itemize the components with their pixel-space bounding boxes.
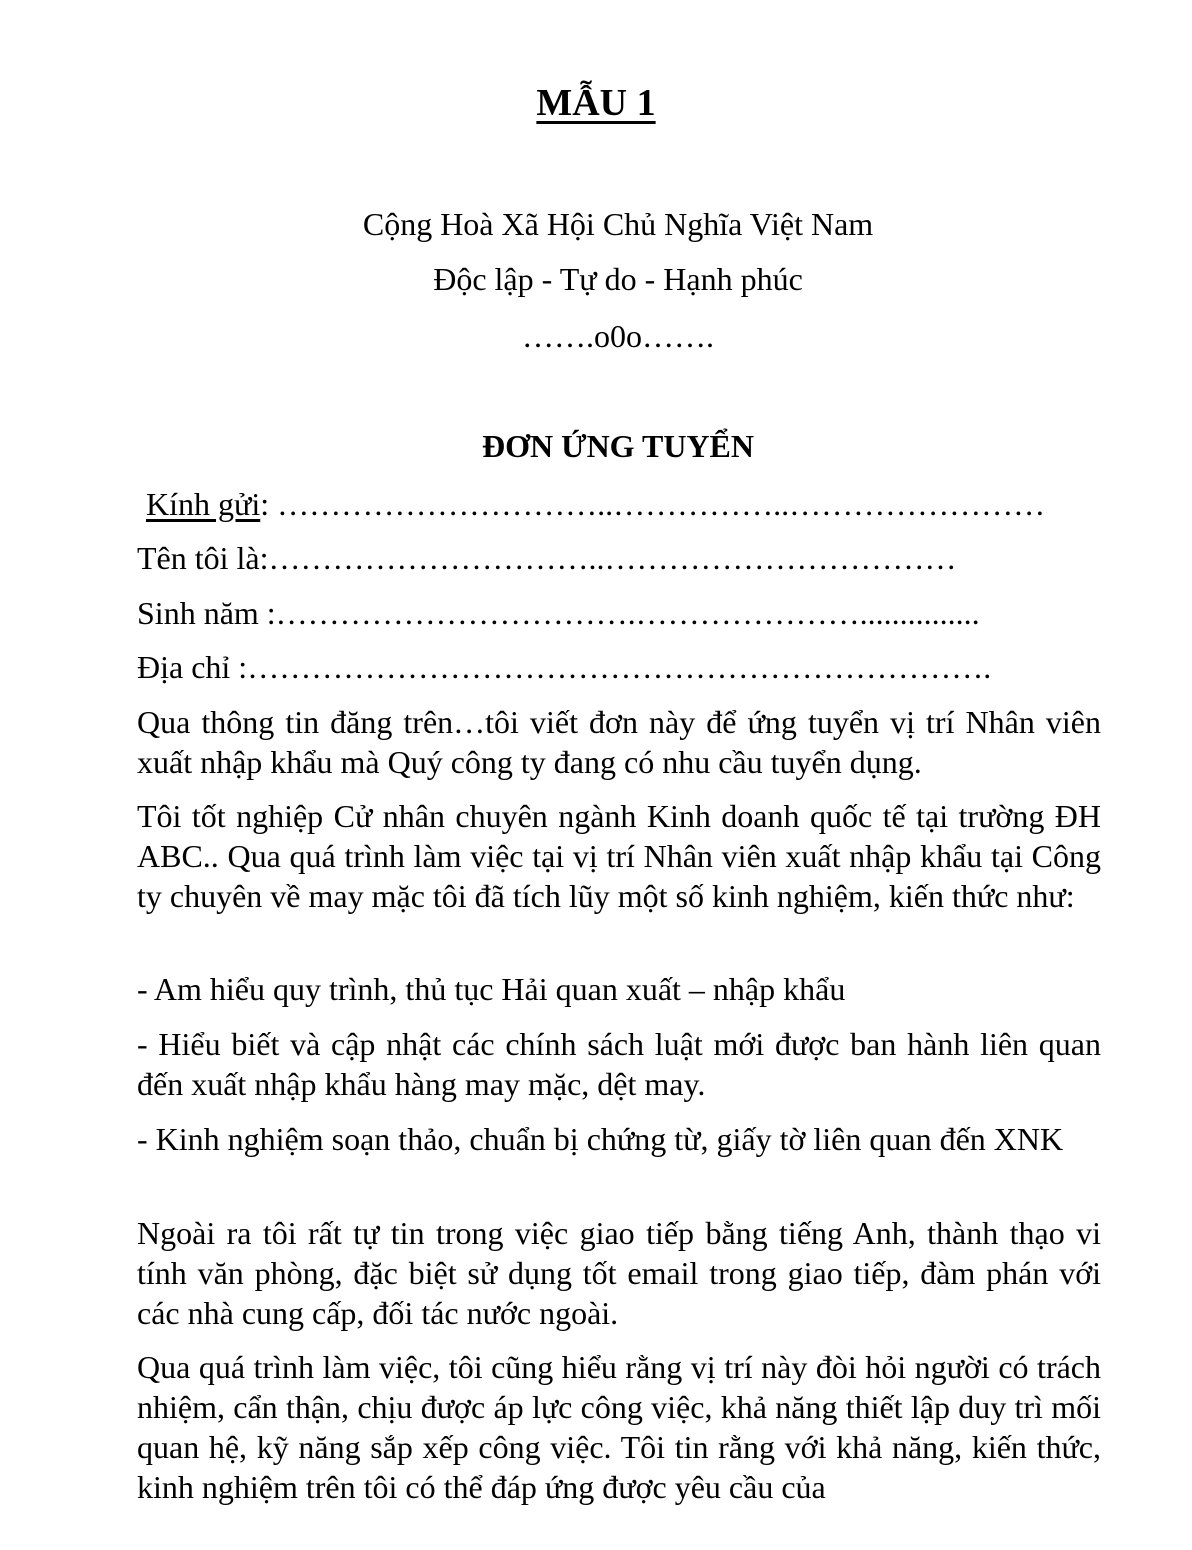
paragraph-education: Tôi tốt nghiệp Cử nhân chuyên ngành Kinh doanh quốc tế tại trường ĐH ABC.. Qua quá trình làm việc tại vị trí Nhân viên xuất nhập khẩu tại Công ty chuyên về may mặc tôi đã tích lũy một số kinh nghiệm, kiến thức như: [137, 798, 1101, 914]
document-title: ĐƠN ỨNG TUYỂN [481, 428, 754, 464]
form-label: MẪU 1 [536, 82, 656, 124]
national-motto-line-2: Độc lập - Tự do - Hạnh phúc [433, 261, 803, 297]
ornament-divider: …….o0o……. [522, 318, 714, 354]
paragraph-intro: Qua thông tin đăng trên…tôi viết đơn này để ứng tuyển vị trí Nhân viên xuất nhập khẩu mà Quý công ty đang có nhu cầu tuyển dụng. [137, 704, 1101, 780]
paragraph-skills: Ngoài ra tôi rất tự tin trong việc giao tiếp bằng tiếng Anh, thành thạo vi tính văn phòng, đặc biệt sử dụng tốt email trong giao tiếp, đàm phán với các nhà cung cấp, đối tác nước ngoài. [137, 1215, 1101, 1331]
recipient-field [146, 482, 1045, 526]
recipient-blank: : …………………………..……………..…………………… [260, 486, 1046, 522]
bullet-customs: - Am hiểu quy trình, thủ tục Hải quan xuất – nhập khẩu [137, 971, 846, 1007]
bullet-regulations: - Hiểu biết và cập nhật các chính sách luật mới được ban hành liên quan đến xuất nhập khẩu hàng may mặc, dệt may. [137, 1026, 1101, 1102]
name-field: Tên tôi là:…………………………..…………………………… [137, 540, 957, 576]
recipient-label: Kính gửi [146, 486, 261, 522]
bullet-documents: - Kinh nghiệm soạn thảo, chuẩn bị chứng từ, giấy tờ liên quan đến XNK [137, 1121, 1064, 1157]
birth-year-field: Sinh năm :…………………………….…………………............... [137, 595, 980, 631]
address-field: Địa chỉ :……………………………………………………………. [137, 649, 992, 685]
national-motto-line-1: Cộng Hoà Xã Hội Chủ Nghĩa Việt Nam [362, 206, 874, 242]
paragraph-commitment: Qua quá trình làm việc, tôi cũng hiểu rằng vị trí này đòi hỏi người có trách nhiệm, cẩn thận, chịu được áp lực công việc, khả năng thiết lập duy trì mối quan hệ, kỹ năng sắp xếp công việc. Tôi tin rằng với khả năng, kiến thức, kinh nghiệm trên tôi có thể đáp ứng được yêu cầu của [137, 1349, 1101, 1505]
